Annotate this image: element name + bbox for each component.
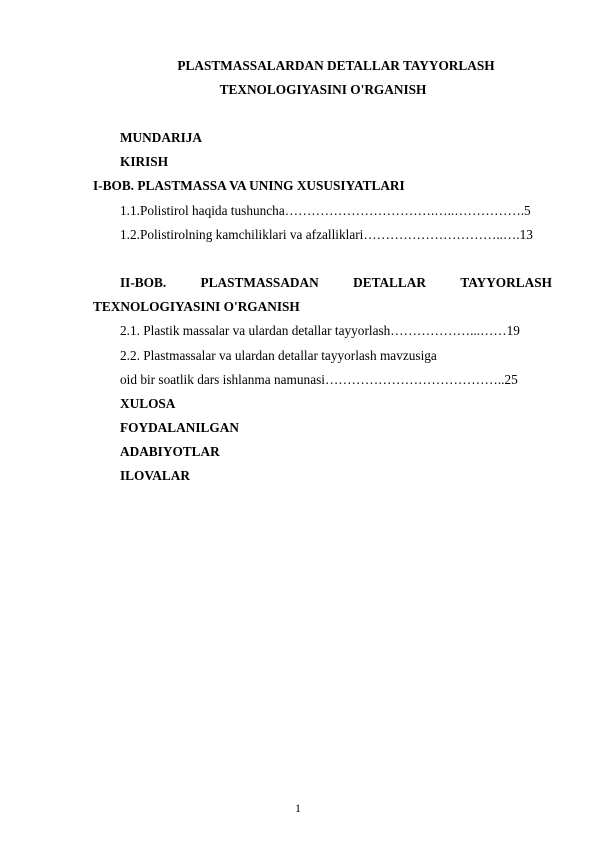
chapter-2-heading-word: II-BOB. bbox=[120, 275, 167, 290]
toc-references-line-2: ADABIYOTLAR bbox=[120, 444, 220, 459]
chapter-2-heading-word: TAYYORLASH bbox=[460, 275, 552, 290]
chapter-2-heading-word: PLASTMASSADAN bbox=[200, 275, 319, 290]
toc-item-1-1: 1.1.Polistirol haqida tushuncha…………………………….…..…………….5 bbox=[120, 203, 531, 218]
toc-item-2-1: 2.1. Plastik massalar va ulardan detallar tayyorlash………………...……19 bbox=[120, 323, 520, 338]
document-title-line-1: PLASTMASSALARDAN DETALLAR TAYYORLASH bbox=[177, 58, 495, 73]
chapter-2-heading-word: DETALLAR bbox=[353, 275, 426, 290]
chapter-2-heading-continuation: TEXNOLOGIYASINI O'RGANISH bbox=[93, 299, 300, 314]
toc-item-2-2-continuation: oid bir soatlik dars ishlanma namunasi…………………………………..25 bbox=[120, 372, 518, 387]
chapter-1-heading: I-BOB. PLASTMASSA VA UNING XUSUSIYATLARI bbox=[93, 178, 405, 193]
toc-item-2-2: 2.2. Plastmassalar va ulardan detallar tayyorlash mavzusiga bbox=[120, 348, 437, 363]
page-number: 1 bbox=[295, 801, 301, 815]
toc-conclusion: XULOSA bbox=[120, 396, 176, 411]
toc-intro: KIRISH bbox=[120, 154, 169, 169]
chapter-2-heading bbox=[120, 275, 552, 291]
document-title-line-2: TEXNOLOGIYASINI O'RGANISH bbox=[219, 82, 427, 97]
toc-appendices: ILOVALAR bbox=[120, 468, 190, 483]
toc-heading: MUNDARIJA bbox=[120, 130, 202, 145]
toc-references-line-1: FOYDALANILGAN bbox=[120, 420, 239, 435]
toc-item-1-2: 1.2.Polistirolning kamchiliklari va afzalliklari…………………………..….13 bbox=[120, 227, 533, 242]
